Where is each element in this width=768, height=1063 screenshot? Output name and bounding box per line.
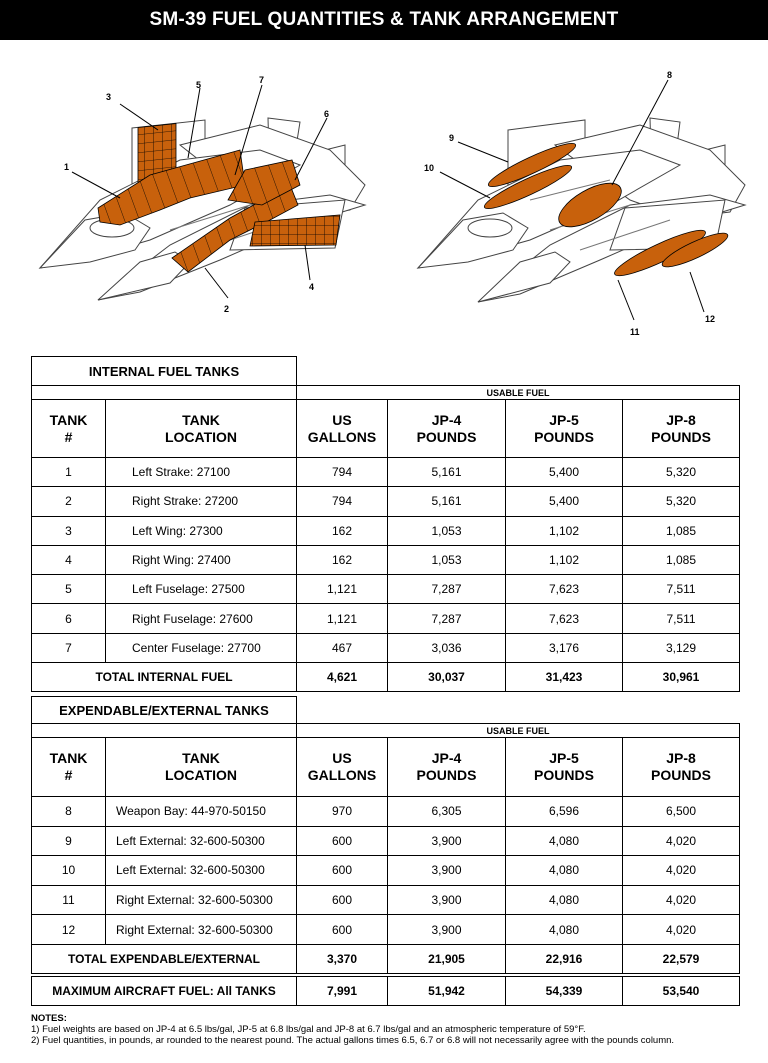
cell-jp4: 3,900 bbox=[388, 915, 506, 945]
cell-location: Right Fuselage: 27600 bbox=[106, 604, 297, 633]
cell-jp8: 7,511 bbox=[623, 604, 740, 633]
cell-jp8: 4,020 bbox=[623, 856, 740, 886]
cell-num: 10 bbox=[32, 856, 106, 886]
cell-num: 8 bbox=[32, 797, 106, 827]
cell-num: 12 bbox=[32, 915, 106, 945]
cell-num: 3 bbox=[32, 516, 106, 545]
cell-jp8: 1,085 bbox=[623, 516, 740, 545]
cell-jp4: 5,161 bbox=[388, 487, 506, 516]
cell-num: 6 bbox=[32, 604, 106, 633]
callout-9: 9 bbox=[449, 133, 455, 143]
cell-gallons: 600 bbox=[297, 915, 388, 945]
cell-jp4: 7,287 bbox=[388, 575, 506, 604]
cell-location: Left External: 32-600-50300 bbox=[106, 856, 297, 886]
page-title: SM-39 FUEL QUANTITIES & TANK ARRANGEMENT bbox=[149, 9, 619, 30]
header-jp8: JP-8 POUNDS bbox=[623, 400, 740, 458]
cell-location: Left Fuselage: 27500 bbox=[106, 575, 297, 604]
cell-jp5: 4,080 bbox=[506, 826, 623, 856]
cell-gallons: 1,121 bbox=[297, 575, 388, 604]
internal-fuel-table bbox=[31, 356, 740, 692]
table-row bbox=[32, 516, 740, 545]
cell-num: 11 bbox=[32, 885, 106, 915]
table-header-row bbox=[32, 738, 740, 797]
cell-gallons: 1,121 bbox=[297, 604, 388, 633]
cell-jp5: 4,080 bbox=[506, 885, 623, 915]
header-jp4: JP-4 POUNDS bbox=[388, 400, 506, 458]
header-tank-num: TANK # bbox=[32, 738, 106, 797]
cell-jp5: 5,400 bbox=[506, 487, 623, 516]
cell-jp5: 7,623 bbox=[506, 604, 623, 633]
cell-gallons: 970 bbox=[297, 797, 388, 827]
cell-jp8: 3,129 bbox=[623, 633, 740, 662]
cell-gallons: 794 bbox=[297, 458, 388, 487]
table-header-row bbox=[32, 400, 740, 458]
cell-jp5: 1,102 bbox=[506, 516, 623, 545]
cell-jp5: 3,176 bbox=[506, 633, 623, 662]
cell-num: 4 bbox=[32, 545, 106, 574]
table-row bbox=[32, 856, 740, 886]
cell-jp4: 7,287 bbox=[388, 604, 506, 633]
table-row bbox=[32, 885, 740, 915]
cell-gallons: 162 bbox=[297, 545, 388, 574]
cell-num: 2 bbox=[32, 487, 106, 516]
notes bbox=[31, 1013, 761, 1046]
header-jp5: JP-5 POUNDS bbox=[506, 738, 623, 797]
cell-jp5: 5,400 bbox=[506, 458, 623, 487]
cell-gallons: 600 bbox=[297, 885, 388, 915]
usable-fuel-label: USABLE FUEL bbox=[297, 724, 740, 738]
total-internal-row: TOTAL INTERNAL FUEL 4,621 30,037 31,423 30,961 bbox=[32, 663, 740, 692]
note-1: 1) Fuel weights are based on JP-4 at 6.5 lbs/gal, JP-5 at 6.8 lbs/gal and JP-8 at 6.7 lbs/gal and an atmospheric temperature of 59°F. bbox=[31, 1024, 586, 1035]
cell-jp5: 4,080 bbox=[506, 856, 623, 886]
callout-10: 10 bbox=[424, 163, 435, 173]
cell-jp4: 1,053 bbox=[388, 545, 506, 574]
table-row bbox=[32, 915, 740, 945]
cell-jp4: 1,053 bbox=[388, 516, 506, 545]
callout-4: 4 bbox=[309, 282, 315, 292]
header-tank-num: TANK # bbox=[32, 400, 106, 458]
cell-location: Left Strake: 27100 bbox=[106, 458, 297, 487]
cell-jp4: 3,900 bbox=[388, 826, 506, 856]
cell-num: 7 bbox=[32, 633, 106, 662]
notes-title: NOTES: bbox=[31, 1013, 67, 1024]
cell-num: 1 bbox=[32, 458, 106, 487]
total-external-row: TOTAL EXPENDABLE/EXTERNAL 3,370 21,905 22,916 22,579 bbox=[32, 944, 740, 973]
external-fuel-table bbox=[31, 696, 740, 974]
callout-3: 3 bbox=[106, 92, 112, 102]
table-row bbox=[32, 575, 740, 604]
table-row bbox=[32, 458, 740, 487]
cell-location: Left External: 32-600-50300 bbox=[106, 826, 297, 856]
cell-jp4: 6,305 bbox=[388, 797, 506, 827]
cell-jp4: 5,161 bbox=[388, 458, 506, 487]
cell-jp4: 3,900 bbox=[388, 885, 506, 915]
cell-gallons: 162 bbox=[297, 516, 388, 545]
table-row bbox=[32, 633, 740, 662]
callout-12: 12 bbox=[705, 314, 716, 324]
cell-jp5: 7,623 bbox=[506, 575, 623, 604]
table-row bbox=[32, 545, 740, 574]
callout-6: 6 bbox=[324, 109, 330, 119]
external-section-title: EXPENDABLE/EXTERNAL TANKS bbox=[32, 697, 297, 724]
cell-gallons: 467 bbox=[297, 633, 388, 662]
callout-2: 2 bbox=[224, 304, 230, 314]
aircraft-left-internal-view bbox=[40, 118, 365, 300]
callout-1: 1 bbox=[64, 162, 70, 172]
callout-8: 8 bbox=[667, 70, 673, 80]
header-jp8: JP-8 POUNDS bbox=[623, 738, 740, 797]
cell-num: 5 bbox=[32, 575, 106, 604]
maximum-fuel-table bbox=[31, 976, 740, 1006]
table-row bbox=[32, 487, 740, 516]
usable-fuel-label: USABLE FUEL bbox=[297, 386, 740, 400]
tank-arrangement-diagram bbox=[0, 40, 768, 360]
header-location: TANK LOCATION bbox=[106, 738, 297, 797]
cell-jp8: 4,020 bbox=[623, 885, 740, 915]
cell-location: Weapon Bay: 44-970-50150 bbox=[106, 797, 297, 827]
callout-7: 7 bbox=[259, 75, 265, 85]
header-location: TANK LOCATION bbox=[106, 400, 297, 458]
cell-jp8: 6,500 bbox=[623, 797, 740, 827]
cell-jp8: 5,320 bbox=[623, 458, 740, 487]
cell-gallons: 600 bbox=[297, 856, 388, 886]
header-jp4: JP-4 POUNDS bbox=[388, 738, 506, 797]
table-row bbox=[32, 604, 740, 633]
internal-section-title: INTERNAL FUEL TANKS bbox=[32, 357, 297, 386]
cell-num: 9 bbox=[32, 826, 106, 856]
header-jp5: JP-5 POUNDS bbox=[506, 400, 623, 458]
cell-jp5: 6,596 bbox=[506, 797, 623, 827]
cell-location: Center Fuselage: 27700 bbox=[106, 633, 297, 662]
cell-jp5: 1,102 bbox=[506, 545, 623, 574]
cell-location: Right External: 32-600-50300 bbox=[106, 915, 297, 945]
cell-jp8: 5,320 bbox=[623, 487, 740, 516]
header-gallons: US GALLONS bbox=[297, 738, 388, 797]
cell-jp8: 7,511 bbox=[623, 575, 740, 604]
table-row bbox=[32, 826, 740, 856]
cell-jp8: 4,020 bbox=[623, 915, 740, 945]
callout-11: 11 bbox=[630, 327, 640, 337]
cell-location: Left Wing: 27300 bbox=[106, 516, 297, 545]
note-2: 2) Fuel quantities, in pounds, ar rounded to the nearest pound. The actual gallons times 6.5, 6.7 or 6.8 will not necessarily agree with the pounds column. bbox=[31, 1035, 675, 1046]
cell-jp4: 3,900 bbox=[388, 856, 506, 886]
callout-5: 5 bbox=[196, 80, 202, 90]
header-gallons: US GALLONS bbox=[297, 400, 388, 458]
cell-location: Right Strake: 27200 bbox=[106, 487, 297, 516]
cell-gallons: 600 bbox=[297, 826, 388, 856]
cell-jp4: 3,036 bbox=[388, 633, 506, 662]
maximum-fuel-row: MAXIMUM AIRCRAFT FUEL: All TANKS 7,991 51,942 54,339 53,540 bbox=[32, 977, 740, 1006]
cell-jp8: 4,020 bbox=[623, 826, 740, 856]
cell-jp5: 4,080 bbox=[506, 915, 623, 945]
cell-location: Right External: 32-600-50300 bbox=[106, 885, 297, 915]
table-row bbox=[32, 797, 740, 827]
cell-gallons: 794 bbox=[297, 487, 388, 516]
cell-jp8: 1,085 bbox=[623, 545, 740, 574]
cell-location: Right Wing: 27400 bbox=[106, 545, 297, 574]
